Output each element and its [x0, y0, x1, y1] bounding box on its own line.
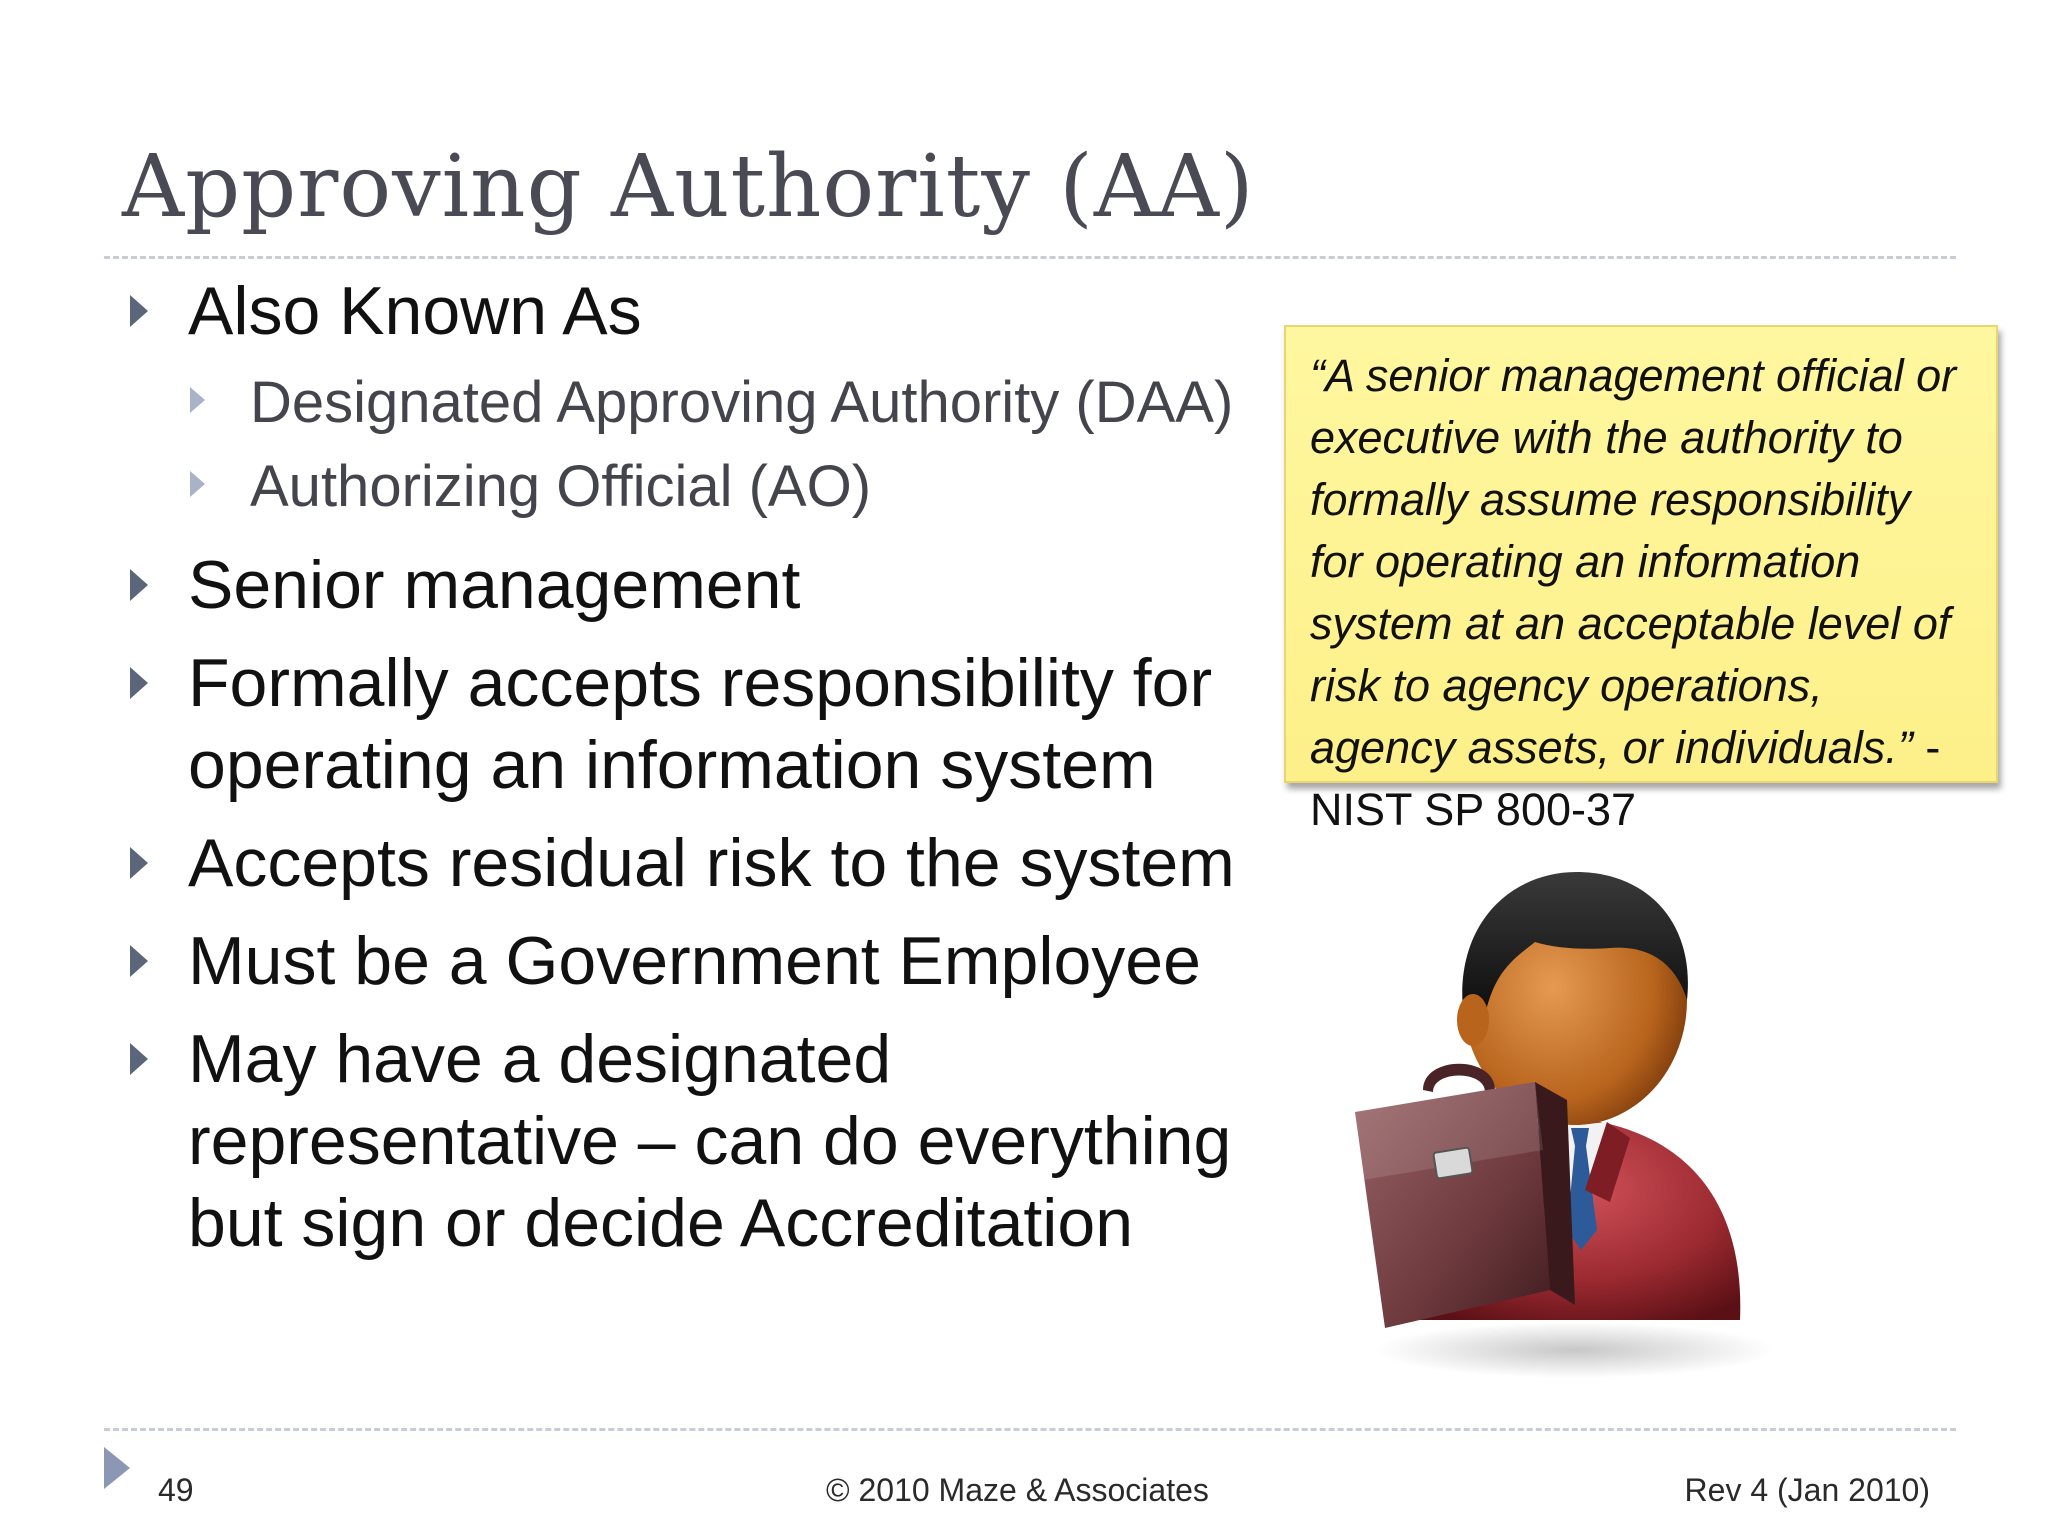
bullet-designated-representative [130, 1018, 1260, 1264]
sub-bullet-text: Designated Approving Authority (DAA) [250, 370, 1234, 435]
sub-bullet-ao [190, 452, 1260, 522]
bullet-arrow-icon [130, 295, 148, 327]
bullet-residual-risk [130, 822, 1260, 904]
bullet-text: Must be a Government Employee [188, 923, 1201, 999]
nist-definition-callout [1284, 325, 1998, 835]
bullet-text: Also Known As [188, 273, 642, 349]
bullet-text: Formally accepts responsibility for operating an information system [188, 645, 1213, 803]
title-divider [104, 256, 1956, 259]
quote-source: - NIST SP 800-37 [1310, 722, 1941, 835]
sub-bullet-arrow-icon [190, 471, 205, 497]
bullet-government-employee [130, 920, 1260, 1002]
bullet-arrow-icon [130, 847, 148, 879]
bullet-text: May have a designated representative – can do everything but sign or decide Accreditation [188, 1021, 1232, 1261]
bullet-arrow-icon [130, 945, 148, 977]
bullet-arrow-icon [130, 667, 148, 699]
person-with-briefcase-icon [1345, 850, 1785, 1380]
bullet-list [130, 270, 1260, 1280]
bullet-arrow-icon [130, 569, 148, 601]
sub-bullet-daa [190, 368, 1260, 438]
footer-copyright: © 2010 Maze & Associates [826, 1472, 1209, 1508]
bullet-formally-accepts [130, 642, 1260, 806]
bullet-text: Senior management [188, 547, 801, 623]
quote-text: “A senior management official or executive with the authority to formally assume responsibility for operating an information system at an acceptable level of risk to agency operations, agency assets, or individuals.” [1310, 350, 1957, 773]
bullet-senior-management [130, 544, 1260, 626]
footer-revision: Rev 4 (Jan 2010) [1684, 1472, 1930, 1508]
slide-title: Approving Authority (AA) [122, 137, 1255, 237]
bullet-arrow-icon [130, 1043, 148, 1075]
sub-bullet-arrow-icon [190, 387, 205, 413]
play-arrow-icon [104, 1447, 130, 1489]
footer-divider [104, 1428, 1956, 1431]
bullet-text: Accepts residual risk to the system [188, 825, 1235, 901]
bullet-also-known-as [130, 270, 1260, 352]
slide-number: 49 [158, 1472, 194, 1508]
sub-bullet-text: Authorizing Official (AO) [250, 454, 872, 519]
